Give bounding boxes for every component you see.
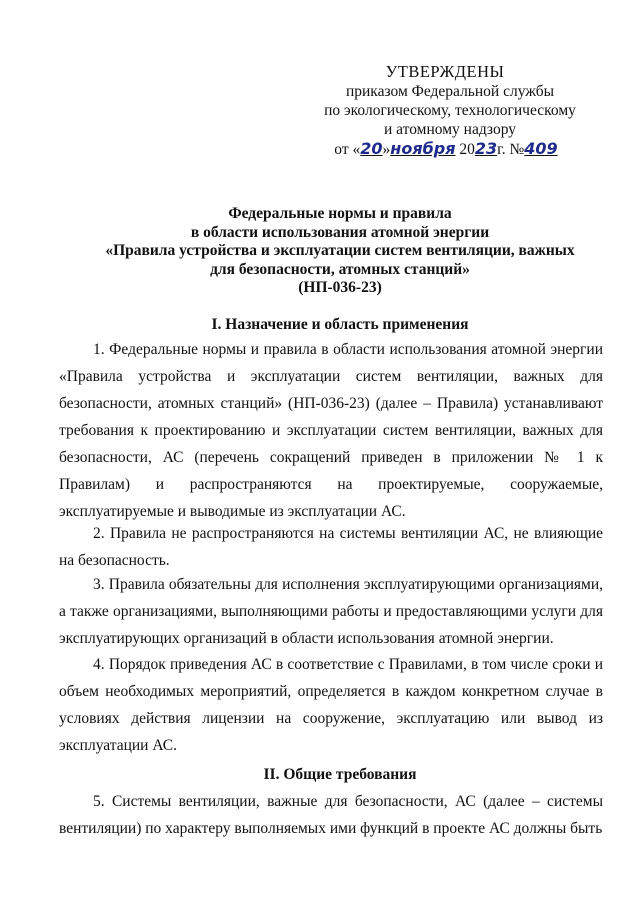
handwritten-year-end: 23 <box>474 139 498 158</box>
approval-line-3: и атомному надзору <box>384 121 516 138</box>
paragraph-3-text: 3. Правила обязательны для исполнения эксплуатирующими организациями, а также организациями, выполняющими работы и предоставляющими услуги для эксплуатирующих организаций в области использования атомной энергии. <box>59 576 603 647</box>
paragraph-5 <box>59 788 603 842</box>
paragraph-2 <box>59 520 603 574</box>
date-year-start: 20 <box>459 141 475 158</box>
title-line-4: для безопасности, атомных станций» <box>210 260 470 278</box>
paragraph-4-text: 4. Порядок приведения АС в соответствие с Правилами, в том числе сроки и объем необходимых мероприятий, определяется в каждом конкретном случае в условиях действия лицензии на сооружение, эксплуатацию или вывод из эксплуатации АС. <box>59 656 603 754</box>
handwritten-month: ноября <box>390 139 456 158</box>
paragraph-4 <box>59 651 603 759</box>
approval-title: УТВЕРЖДЕНЫ <box>385 62 505 81</box>
section-2-heading: II. Общие требования <box>263 766 417 783</box>
document-title <box>60 205 620 298</box>
approval-line-2: по экологическому, технологическому <box>324 102 576 119</box>
paragraph-2-text: 2. Правила не распространяются на системы вентиляции АС, не влияющие на безопасность. <box>59 525 603 569</box>
title-line-1: Федеральные нормы и правила <box>228 205 452 222</box>
paragraph-3 <box>59 571 603 652</box>
date-quote-close: » <box>382 141 391 158</box>
approval-block <box>300 62 600 159</box>
section-1-heading: I. Назначение и область применения <box>211 316 469 333</box>
title-line-3: «Правила устройства и эксплуатации систем вентиляции, важных <box>105 242 575 259</box>
date-prefix: от « <box>334 141 361 158</box>
handwritten-order-number: 409 <box>524 139 558 158</box>
title-line-5: (НП-036-23) <box>298 279 382 296</box>
approval-line-1: приказом Федеральной службы <box>345 83 555 100</box>
paragraph-5-text: 5. Системы вентиляции, важные для безопасности, АС (далее – системы вентиляции) по характеру выполняемых ими функций в проекте АС должны быть <box>59 793 603 837</box>
title-line-2: в области использования атомной энергии <box>190 223 490 241</box>
date-year-suffix: г. № <box>497 141 525 158</box>
approval-date-line <box>292 139 600 159</box>
handwritten-day: 20 <box>360 139 383 158</box>
paragraph-1 <box>59 336 603 525</box>
paragraph-1-text: 1. Федеральные нормы и правила в области использования атомной энергии «Правила устройства и эксплуатации систем вентиляции, важных для безопасности, атомных станций» (НП-036-23) (далее – Правила) устанавливают требования к проектированию и эксплуатации систем вентиляции, важных для безопасности, АС (перечень сокращений приведен в приложении № 1 к Правилам) и распространяются на проектируемые, сооружаемые, эксплуатируемые и выводимые из эксплуатации АС. <box>59 341 603 520</box>
